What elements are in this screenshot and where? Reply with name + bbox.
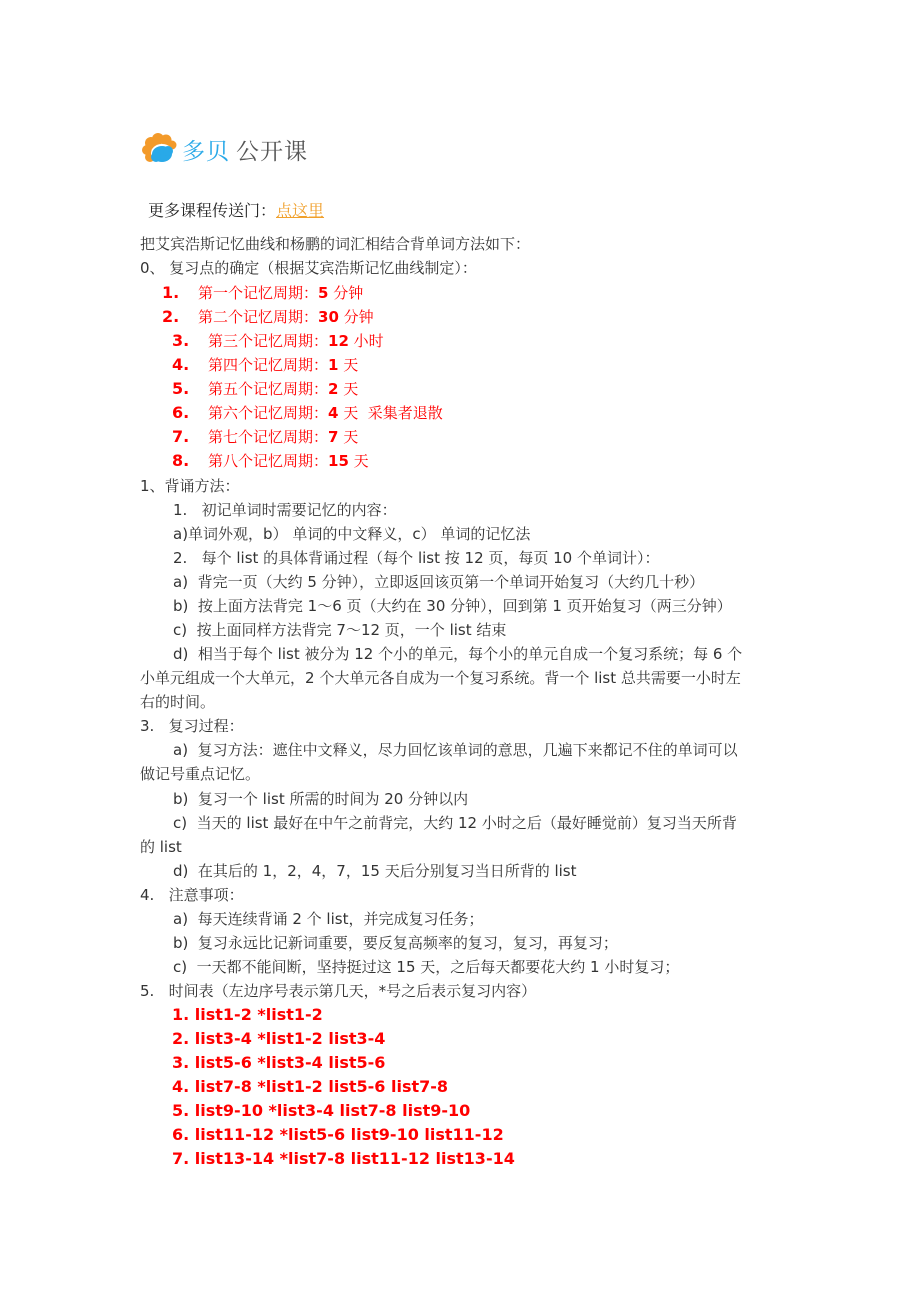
period-item-5: 5. 第五个记忆周期：2 天 — [172, 379, 359, 398]
section4-b: b) 复习永远比记新词重要，要反复高频率的复习，复习，再复习； — [173, 934, 618, 952]
period-item-6: 6. 第六个记忆周期：4 天 采集者退散 — [172, 403, 443, 422]
section1-sub2-a: a) 背完一页（大约 5 分钟），立即返回该页第一个单词开始复习（大约几十秒） — [173, 573, 705, 591]
period-item-1: 1. 第一个记忆周期：5 分钟 — [162, 283, 364, 302]
section3-c-line2: 的 list — [140, 838, 182, 856]
section3-a-line2: 做记号重点记忆。 — [140, 765, 261, 783]
portal-link[interactable]: 点这里 — [276, 201, 325, 220]
section1-sub2-d-line1: d) 相当于每个 list 被分为 12 个小的单元，每个小的单元自成一个复习系统；每 6 个 — [173, 645, 743, 663]
schedule-day-5: 5. list9-10 *list3-4 list7-8 list9-10 — [172, 1101, 471, 1120]
period-item-7: 7. 第七个记忆周期：7 天 — [172, 427, 359, 446]
schedule-day-6: 6. list11-12 *list5-6 list9-10 list11-12 — [172, 1125, 504, 1144]
section1-sub2-title: 2. 每个 list 的具体背诵过程（每个 list 按 12 页，每页 10 个单词计）： — [173, 549, 660, 567]
section4-title: 4. 注意事项： — [140, 886, 244, 904]
schedule-day-3: 3. list5-6 *list3-4 list5-6 — [172, 1053, 386, 1072]
cloud-logo-icon — [141, 132, 177, 166]
section4-c: c) 一天都不能间断，坚持挺过这 15 天，之后每天都要花大约 1 小时复习； — [173, 958, 680, 976]
section1-sub2-c: c) 按上面同样方法背完 7～12 页，一个 list 结束 — [173, 621, 507, 639]
section4-a: a) 每天连续背诵 2 个 list，并完成复习任务； — [173, 910, 484, 928]
section1-sub2-b: b) 按上面方法背完 1～6 页（大约在 30 分钟），回到第 1 页开始复习（两三分钟） — [173, 597, 732, 615]
period-item-3: 3. 第三个记忆周期：12 小时 — [172, 331, 384, 350]
portal-label: 更多课程传送门： — [148, 201, 277, 220]
section1-title: 1、背诵方法： — [140, 477, 240, 495]
section1-sub2-d-line3: 右的时间。 — [140, 693, 216, 711]
section1-sub1-title: 1. 初记单词时需要记忆的内容： — [173, 501, 397, 519]
section3-d: d) 在其后的 1，2，4，7，15 天后分别复习当日所背的 list — [173, 862, 577, 880]
period-item-4: 4. 第四个记忆周期：1 天 — [172, 355, 359, 374]
intro-text: 把艾宾浩斯记忆曲线和杨鹏的词汇相结合背单词方法如下： — [140, 235, 531, 253]
section1-sub1-body: a)单词外观，b） 单词的中文释义，c） 单词的记忆法 — [173, 525, 531, 543]
section3-b: b) 复习一个 list 所需的时间为 20 分钟以内 — [173, 790, 469, 808]
section3-title: 3. 复习过程： — [140, 717, 244, 735]
logo-brand-text: 多贝 — [182, 138, 230, 165]
section1-sub2-d-line2: 小单元组成一个大单元，2 个大单元各自成为一个复习系统。背一个 list 总共需要一小时左 — [140, 669, 741, 687]
logo-sub-text: 公开课 — [236, 138, 308, 165]
schedule-day-2: 2. list3-4 *list1-2 list3-4 — [172, 1029, 386, 1048]
section0-title: 0、 复习点的确定（根据艾宾浩斯记忆曲线制定）： — [140, 259, 477, 277]
section3-a-line1: a) 复习方法：遮住中文释义，尽力回忆该单词的意思，几遍下来都记不住的单词可以 — [173, 741, 738, 759]
schedule-day-1: 1. list1-2 *list1-2 — [172, 1005, 323, 1024]
schedule-day-4: 4. list7-8 *list1-2 list5-6 list7-8 — [172, 1077, 449, 1096]
duobei-logo — [141, 130, 308, 168]
period-item-8: 8. 第八个记忆周期：15 天 — [172, 451, 369, 470]
section5-title: 5. 时间表（左边序号表示第几天，*号之后表示复习内容） — [140, 982, 537, 1000]
section3-c-line1: c) 当天的 list 最好在中午之前背完，大约 12 小时之后（最好睡觉前）复习当天所背 — [173, 814, 737, 832]
period-item-2: 2. 第二个记忆周期：30 分钟 — [162, 307, 374, 326]
course-portal — [148, 198, 324, 221]
schedule-day-7: 7. list13-14 *list7-8 list11-12 list13-14 — [172, 1149, 515, 1168]
